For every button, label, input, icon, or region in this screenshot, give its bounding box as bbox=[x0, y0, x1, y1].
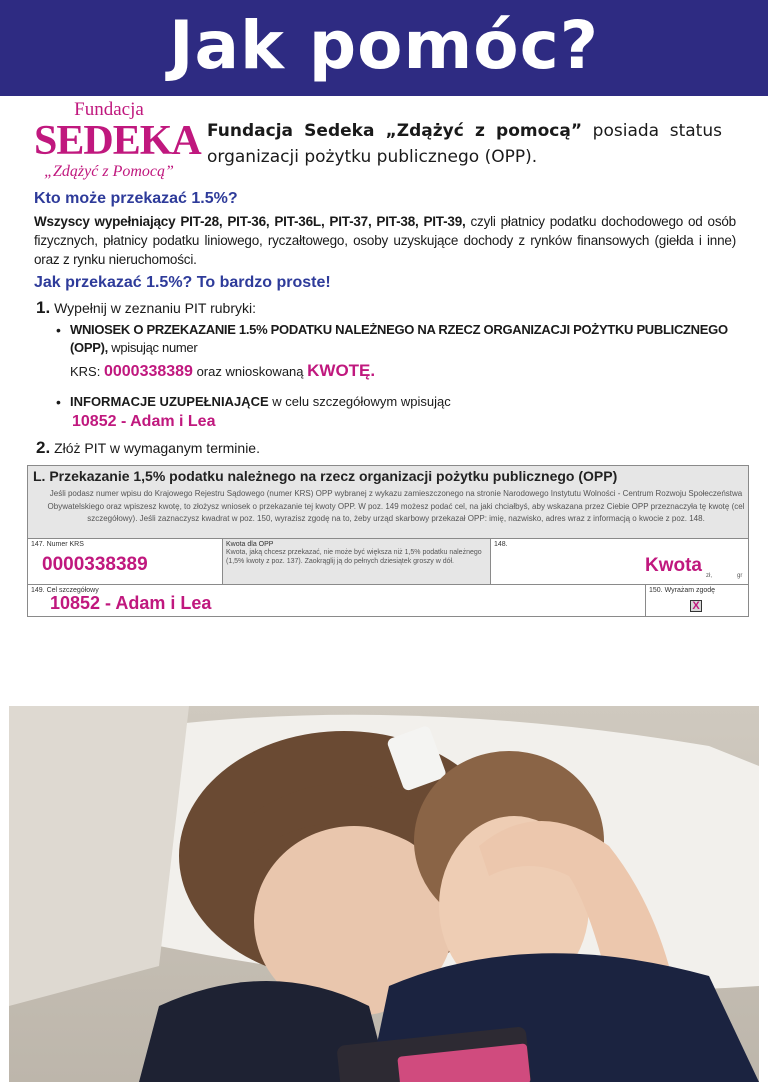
pit-form-header bbox=[28, 466, 748, 539]
krs-line bbox=[70, 361, 375, 381]
cel-value: 10852 - Adam i Lea bbox=[72, 413, 216, 430]
krs-middle: oraz wnioskowaną bbox=[192, 364, 308, 379]
kwota-info-label: Kwota dla OPP bbox=[226, 541, 274, 548]
step-2-text: Złóż PIT w wymaganym terminie. bbox=[50, 440, 260, 456]
step-1 bbox=[36, 298, 256, 318]
step-2-number: 2. bbox=[36, 438, 51, 457]
header-banner bbox=[0, 0, 768, 96]
pit-form-section bbox=[27, 465, 749, 617]
field-149-label: 149. Cel szczegółowy bbox=[31, 587, 99, 594]
kwota-info-cell bbox=[223, 539, 491, 584]
field-149-value: 10852 - Adam i Lea bbox=[50, 593, 212, 613]
bullet-dot-icon: • bbox=[56, 322, 61, 338]
pit-form-note: Jeśli podasz numer wpisu do Krajowego Rejestru Sądowego (numer KRS) OPP wybranej z wykazu zamieszczonego na stronie Narodowego Instytutu Wolności - Centrum Rozwoju Społeczeństwa Obywatelskiego oraz wpiszesz kwotę, to złożysz wniosek o przekazanie tej kwoty OPP. W poz. 149 możesz podać cel, na jaki chciałbyś, aby wskazana przez Ciebie OPP przeznaczyła tę kwotę (cel szczegółowy). Jeśli zaznaczysz kwadrat w poz. 150, wyrazisz zgodę na to, żeby urząd skarbowy przekazał OPP: imię, nazwisko, adres wraz z informacją o kwocie z poz. 148. bbox=[47, 489, 745, 523]
logo-line-3: „Zdążyć z Pomocą” bbox=[44, 163, 174, 180]
field-147-krs[interactable] bbox=[28, 539, 223, 584]
bullet-info-rest: w celu szczegółowym wpisując bbox=[268, 394, 451, 409]
krs-number: 0000338389 bbox=[103, 363, 193, 380]
field-149-cel[interactable] bbox=[28, 585, 646, 616]
page-title: Jak pomóc? bbox=[168, 7, 600, 84]
intro-text bbox=[207, 118, 722, 170]
field-150-label: 150. Wyrażam zgodę bbox=[649, 587, 716, 594]
children-photo bbox=[9, 706, 759, 1082]
pit-form-title: L. Przekazanie 1,5% podatku należnego na rzecz organizacji pożytku publicznego (OPP) bbox=[33, 468, 618, 484]
who-can-paragraph bbox=[34, 212, 736, 269]
unit-gr: gr bbox=[737, 573, 743, 579]
field-147-label: 147. Numer KRS bbox=[31, 541, 84, 548]
field-150-consent bbox=[646, 585, 748, 616]
logo-line-2: SEDEKA bbox=[34, 118, 201, 164]
foundation-logo bbox=[34, 99, 201, 190]
who-can-rest: czyli płatnicy podatku dochodowego od osób fizycznych, płatnicy podatku liniowego, ryczałtowego, osoby uzyskujące dochody z rynków finansowych (giełda i inne) oraz z rynku nieruchomości. bbox=[34, 214, 736, 267]
how-to-heading: Jak przekazać 1.5%? To bardzo proste! bbox=[34, 274, 331, 291]
consent-checkbox[interactable]: X bbox=[690, 600, 702, 612]
pit-form-row-1 bbox=[28, 539, 748, 585]
pit-form-row-2 bbox=[28, 585, 748, 616]
logo-line-1: Fundacja bbox=[74, 99, 144, 120]
field-147-value: 0000338389 bbox=[42, 554, 148, 575]
intro-bold: Fundacja Sedeka „Zdążyć z pomocą” bbox=[207, 121, 583, 141]
children-photo-illustration bbox=[9, 706, 759, 1082]
unit-zl: zł, bbox=[706, 573, 712, 579]
bullet-info-bold: INFORMACJE UZUPEŁNIAJĄCE bbox=[70, 394, 269, 409]
bullet-request bbox=[56, 321, 736, 357]
step-1-number: 1. bbox=[36, 298, 51, 317]
field-148-value: Kwota bbox=[645, 555, 702, 576]
kwota-info-note: Kwota, jaką chcesz przekazać, nie może być większa niż 1,5% podatku należnego (1,5% kwoty z poz. 137). Zaokrąglij ją do pełnych dziesiątek groszy w dół. bbox=[226, 549, 482, 565]
bullet-info bbox=[56, 393, 736, 411]
bullet-dot-icon: • bbox=[56, 394, 61, 410]
step-2 bbox=[36, 438, 260, 458]
who-can-bold: Wszyscy wypełniający PIT-28, PIT-36, PIT-36L, PIT-37, PIT-38, PIT-39, bbox=[34, 214, 466, 229]
intro-rest: posiada status organizacji pożytku publicznego (OPP). bbox=[207, 121, 722, 167]
step-1-text: Wypełnij w zeznaniu PIT rubryki: bbox=[50, 300, 256, 316]
kwota-word: KWOTĘ. bbox=[307, 361, 376, 380]
bullet-request-rest: wpisując numer bbox=[107, 340, 198, 355]
field-148-kwota[interactable] bbox=[491, 539, 748, 584]
field-148-label: 148. bbox=[494, 541, 508, 548]
who-can-heading: Kto może przekazać 1.5%? bbox=[34, 190, 238, 207]
bullet-request-bold: WNIOSEK O PRZEKAZANIE 1.5% PODATKU NALEŻNEGO NA RZECZ ORGANIZACJI POŻYTKU PUBLICZNEGO (OPP), bbox=[70, 322, 728, 355]
krs-prefix: KRS: bbox=[70, 364, 104, 379]
